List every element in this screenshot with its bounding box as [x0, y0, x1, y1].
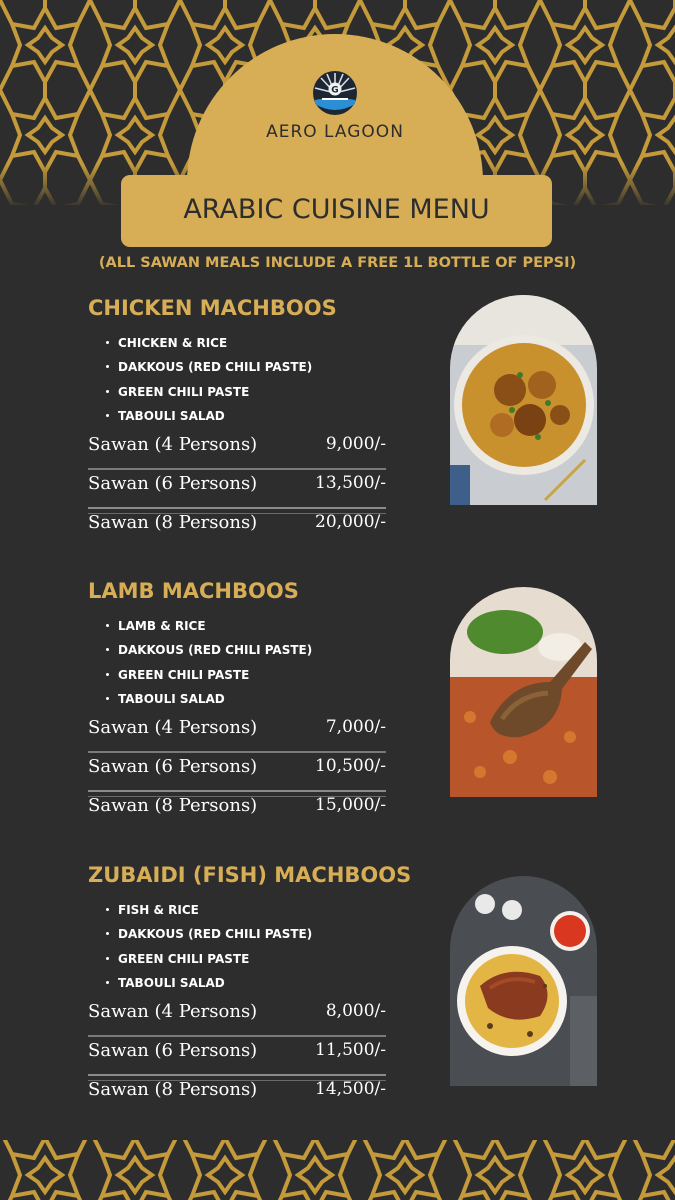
section-title: CHICKEN MACHBOOS	[88, 296, 337, 320]
list-item: FISH & RICE	[106, 903, 312, 927]
price-row	[88, 717, 386, 747]
price-label: Sawan (6 Persons)	[88, 756, 258, 777]
aero-lagoon-logo-icon	[312, 70, 358, 116]
price-value: 7,000/-	[325, 717, 386, 737]
price-value: 8,000/-	[325, 1001, 386, 1021]
divider	[88, 468, 386, 470]
list-item: GREEN CHILI PASTE	[106, 952, 312, 976]
decorative-pattern-bottom	[0, 1140, 675, 1200]
brand-name: AERO LAGOON	[266, 122, 404, 142]
list-item: DAKKOUS (RED CHILI PASTE)	[106, 643, 312, 667]
item-list	[106, 336, 312, 434]
price-row	[88, 1001, 386, 1031]
price-value: 14,500/-	[315, 1079, 386, 1099]
price-value: 15,000/-	[315, 795, 386, 815]
price-value: 10,500/-	[315, 756, 386, 776]
divider	[88, 751, 386, 753]
price-label: Sawan (4 Persons)	[88, 717, 258, 738]
price-row	[88, 434, 386, 464]
list-item: TABOULI SALAD	[106, 692, 312, 716]
list-item: DAKKOUS (RED CHILI PASTE)	[106, 927, 312, 951]
price-label: Sawan (6 Persons)	[88, 473, 258, 494]
list-item: LAMB & RICE	[106, 619, 312, 643]
price-row	[88, 1079, 386, 1109]
promo-note: (ALL SAWAN MEALS INCLUDE A FREE 1L BOTTLE OF PEPSI)	[98, 255, 577, 271]
chicken-machboos-photo	[450, 295, 597, 505]
page-title: ARABIC CUISINE MENU	[183, 194, 490, 225]
price-row	[88, 795, 386, 825]
list-item: TABOULI SALAD	[106, 409, 312, 433]
list-item: GREEN CHILI PASTE	[106, 385, 312, 409]
price-label: Sawan (8 Persons)	[88, 795, 258, 816]
price-row	[88, 512, 386, 542]
price-row	[88, 1040, 386, 1070]
lamb-machboos-photo	[450, 587, 597, 797]
svg-text:G: G	[331, 85, 339, 96]
item-list	[106, 619, 312, 717]
price-label: Sawan (8 Persons)	[88, 1079, 258, 1100]
price-label: Sawan (6 Persons)	[88, 1040, 258, 1061]
price-label: Sawan (8 Persons)	[88, 512, 258, 533]
section-title: LAMB MACHBOOS	[88, 579, 299, 603]
list-item: CHICKEN & RICE	[106, 336, 312, 360]
price-label: Sawan (4 Persons)	[88, 434, 258, 455]
price-label: Sawan (4 Persons)	[88, 1001, 258, 1022]
price-row	[88, 756, 386, 786]
divider	[88, 1035, 386, 1037]
list-item: TABOULI SALAD	[106, 976, 312, 1000]
price-row	[88, 473, 386, 503]
section-title: ZUBAIDI (FISH) MACHBOOS	[88, 863, 412, 887]
list-item: GREEN CHILI PASTE	[106, 668, 312, 692]
price-value: 20,000/-	[315, 512, 386, 532]
price-value: 13,500/-	[315, 473, 386, 493]
price-value: 11,500/-	[315, 1040, 386, 1060]
item-list	[106, 903, 312, 1001]
price-value: 9,000/-	[325, 434, 386, 454]
list-item: DAKKOUS (RED CHILI PASTE)	[106, 360, 312, 384]
fish-machboos-photo	[450, 876, 597, 1086]
